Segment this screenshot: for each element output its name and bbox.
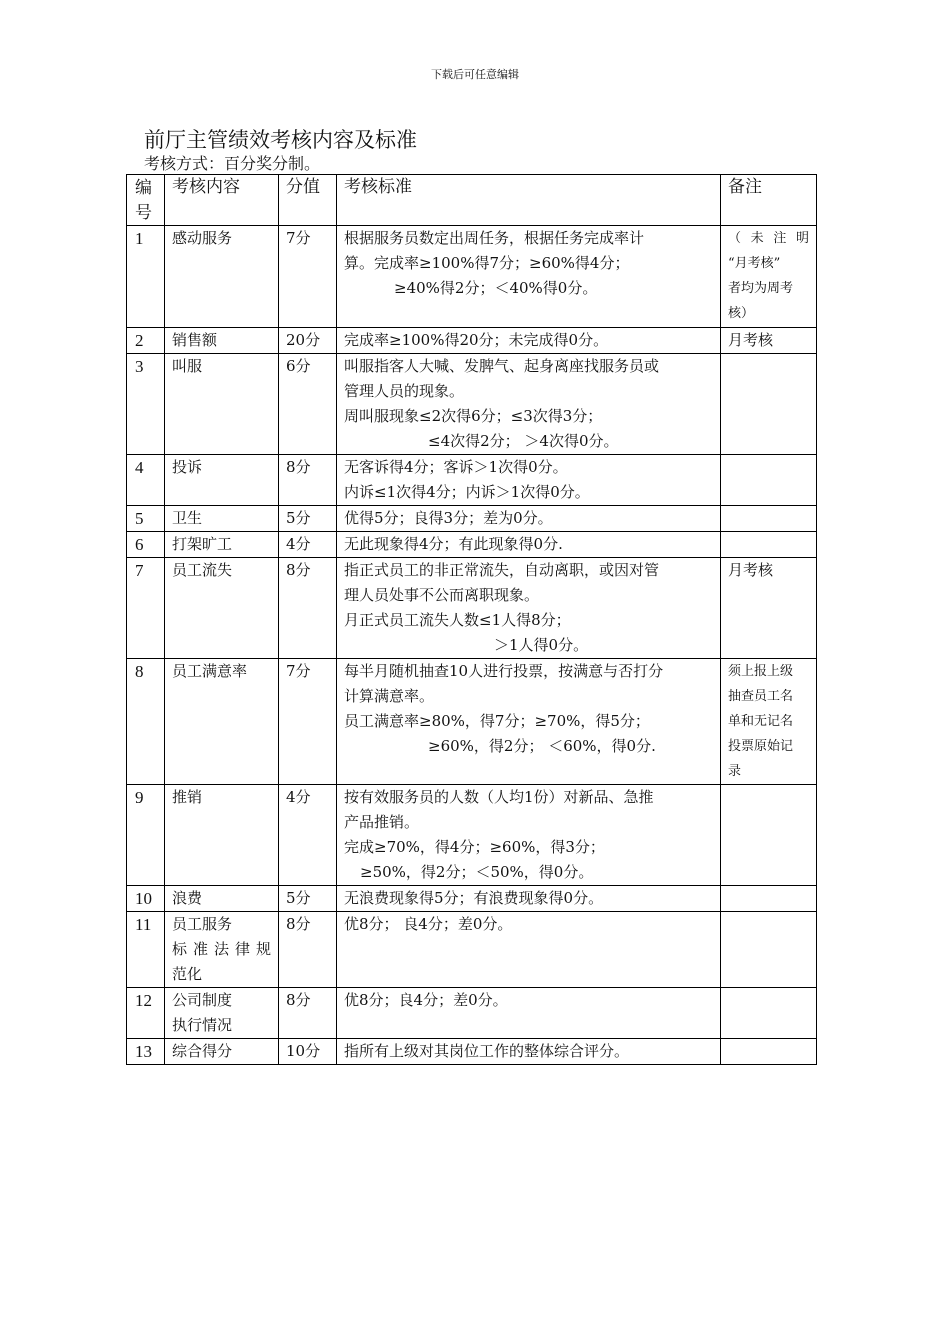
standard-line: 管理人员的现象。 (344, 382, 465, 400)
content-line: 执行情况 (172, 1016, 233, 1034)
standard-line: ≤4次得2分； ＞4次得0分。 (428, 432, 619, 450)
row-content: 销售额 (165, 328, 279, 354)
row-content: 叫服 (165, 354, 279, 455)
remark-line: 录 (728, 764, 742, 779)
row-remark (721, 354, 817, 455)
header-score: 分值 (279, 175, 337, 226)
row-score: 10分 (279, 1039, 337, 1065)
table-header-row (127, 175, 817, 226)
content-line: 标准法律规 (172, 940, 271, 958)
remark-line: 月考核 (728, 561, 774, 579)
row-remark (721, 506, 817, 532)
standard-line: 优8分；良4分；差0分。 (344, 991, 508, 1009)
standard-line: 计算满意率。 (344, 687, 435, 705)
standard-line: 员工满意率≥80%，得7分；≥70%，得5分； (344, 712, 650, 730)
row-score: 5分 (279, 886, 337, 912)
table-row (127, 354, 817, 455)
row-remark (721, 532, 817, 558)
table-row (127, 659, 817, 785)
row-standard (337, 226, 721, 328)
row-no: 3 (127, 354, 165, 455)
row-remark (721, 455, 817, 506)
standard-line: 优8分； 良4分；差0分。 (344, 915, 513, 933)
row-no: 7 (127, 558, 165, 659)
table-row (127, 886, 817, 912)
standard-line: 按有效服务员的人数（人均1份）对新品、急推 (344, 788, 654, 806)
row-content: 卫生 (165, 506, 279, 532)
table-row (127, 988, 817, 1039)
standard-line: 完成率≥100%得20分；未完成得0分。 (344, 331, 609, 349)
row-standard (337, 659, 721, 785)
row-no: 11 (127, 912, 165, 988)
remark-line: “月考核” (728, 256, 781, 271)
row-standard (337, 886, 721, 912)
row-score: 8分 (279, 558, 337, 659)
row-score: 20分 (279, 328, 337, 354)
standard-line: ≥40%得2分；＜40%得0分。 (394, 279, 598, 297)
standard-line: 指所有上级对其岗位工作的整体综合评分。 (344, 1042, 630, 1060)
row-no: 2 (127, 328, 165, 354)
row-remark (721, 886, 817, 912)
content-line: 公司制度 (172, 991, 233, 1009)
row-no: 10 (127, 886, 165, 912)
row-remark (721, 988, 817, 1039)
standard-line: 无浪费现象得5分；有浪费现象得0分。 (344, 889, 604, 907)
remark-line: 单和无记名 (728, 714, 794, 729)
remark-line: 抽查员工名 (728, 689, 794, 704)
row-remark (721, 328, 817, 354)
standard-line: 内诉≤1次得4分；内诉＞1次得0分。 (344, 483, 590, 501)
remark-line: 投票原始记 (728, 739, 794, 754)
row-no: 1 (127, 226, 165, 328)
header-standard: 考核标准 (337, 175, 721, 226)
standard-line: 理人员处事不公而离职现象。 (344, 586, 540, 604)
row-standard (337, 988, 721, 1039)
standard-line: 无此现象得4分；有此现象得0分. (344, 535, 563, 553)
remark-line: 核） (728, 306, 755, 321)
row-score: 7分 (279, 226, 337, 328)
table-row (127, 226, 817, 328)
table-row (127, 328, 817, 354)
table-row (127, 1039, 817, 1065)
row-score: 8分 (279, 912, 337, 988)
row-remark (721, 1039, 817, 1065)
assessment-table (126, 174, 817, 1065)
standard-line: 根据服务员数定出周任务，根据任务完成率计 (344, 229, 645, 247)
row-remark (721, 785, 817, 886)
remark-line: 须上报上级 (728, 664, 794, 679)
assessment-method: 考核方式：百分奖分制。 (144, 154, 321, 173)
row-score: 4分 (279, 785, 337, 886)
row-content: 浪费 (165, 886, 279, 912)
row-standard (337, 354, 721, 455)
row-no: 9 (127, 785, 165, 886)
table-row (127, 455, 817, 506)
row-no: 5 (127, 506, 165, 532)
remark-line: 者均为周考 (728, 281, 794, 296)
row-score: 5分 (279, 506, 337, 532)
table-row (127, 506, 817, 532)
row-no: 8 (127, 659, 165, 785)
content-line: 范化 (172, 965, 203, 983)
row-no: 6 (127, 532, 165, 558)
row-standard (337, 912, 721, 988)
row-standard (337, 785, 721, 886)
table-row (127, 558, 817, 659)
row-score: 8分 (279, 988, 337, 1039)
row-content: 员工满意率 (165, 659, 279, 785)
standard-line: ≥60%，得2分； ＜60%，得0分. (428, 737, 656, 755)
standard-line: 每半月随机抽查10人进行投票，按满意与否打分 (344, 662, 664, 680)
row-score: 6分 (279, 354, 337, 455)
standard-line: 周叫服现象≤2次得6分；≤3次得3分； (344, 407, 603, 425)
row-content: 感动服务 (165, 226, 279, 328)
table-row (127, 532, 817, 558)
standard-line: ≥50%，得2分；＜50%，得0分。 (360, 863, 594, 881)
row-standard (337, 455, 721, 506)
standard-line: 算。完成率≥100%得7分；≥60%得4分； (344, 254, 630, 272)
standard-line: 月正式员工流失人数≤1人得8分； (344, 611, 571, 629)
row-content (165, 912, 279, 988)
row-standard (337, 1039, 721, 1065)
row-remark (721, 659, 817, 785)
remark-line: 月考核 (728, 331, 774, 349)
row-remark (721, 558, 817, 659)
row-no: 12 (127, 988, 165, 1039)
content-line: 员工服务 (172, 915, 233, 933)
header-remark: 备注 (721, 175, 817, 226)
standard-line: 优得5分；良得3分；差为0分。 (344, 509, 553, 527)
row-standard (337, 506, 721, 532)
row-content: 推销 (165, 785, 279, 886)
header-no: 编号 (127, 175, 165, 226)
row-remark (721, 226, 817, 328)
row-standard (337, 532, 721, 558)
standard-line: ＞1人得0分。 (494, 636, 589, 654)
header-content: 考核内容 (165, 175, 279, 226)
remark-line: （未注明 (728, 231, 809, 246)
standard-line: 无客诉得4分；客诉＞1次得0分。 (344, 458, 568, 476)
standard-line: 叫服指客人大喊、发脾气、起身离座找服务员或 (344, 357, 660, 375)
row-no: 13 (127, 1039, 165, 1065)
row-score: 8分 (279, 455, 337, 506)
row-content: 投诉 (165, 455, 279, 506)
row-content: 打架旷工 (165, 532, 279, 558)
row-standard (337, 328, 721, 354)
standard-line: 产品推销。 (344, 813, 420, 831)
row-content: 综合得分 (165, 1039, 279, 1065)
row-standard (337, 558, 721, 659)
standard-line: 完成≥70%，得4分；≥60%，得3分； (344, 838, 605, 856)
row-content: 员工流失 (165, 558, 279, 659)
row-score: 4分 (279, 532, 337, 558)
header-note: 下载后可任意编辑 (431, 68, 519, 81)
row-no: 4 (127, 455, 165, 506)
page-title: 前厅主管绩效考核内容及标准 (144, 128, 417, 152)
row-content (165, 988, 279, 1039)
standard-line: 指正式员工的非正常流失，自动离职，或因对管 (344, 561, 660, 579)
table-row (127, 912, 817, 988)
table-row (127, 785, 817, 886)
row-remark (721, 912, 817, 988)
row-score: 7分 (279, 659, 337, 785)
